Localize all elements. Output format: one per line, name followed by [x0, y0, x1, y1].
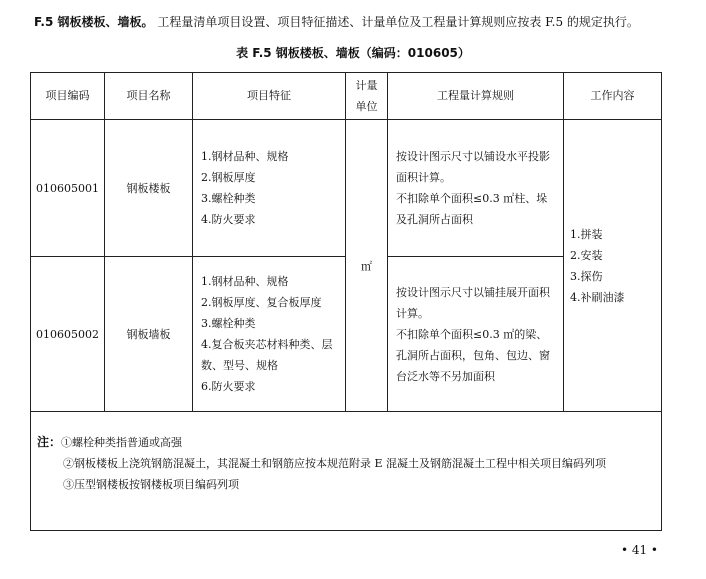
item-features	[193, 120, 346, 257]
header-name: 项目名称	[105, 73, 193, 120]
work-content	[564, 120, 662, 412]
spec-table	[30, 72, 662, 531]
feature-line: 1.钢材品种、规格	[201, 150, 289, 163]
feature-line: 4.防火要求	[201, 213, 256, 226]
table-title: 表 F.5 钢板楼板、墙板（编码：010605）	[236, 46, 470, 60]
rule-line: 按设计图示尺寸以铺挂展开面积计算。	[396, 285, 550, 320]
item-rule	[388, 120, 564, 257]
header-unit-line2: 单位	[355, 100, 378, 113]
work-line: 2.安装	[570, 248, 603, 262]
item-code: 010605001	[31, 120, 105, 257]
header-rule: 工程量计算规则	[388, 73, 564, 120]
rule-line: 按设计图示尺寸以铺设水平投影面积计算。	[396, 150, 550, 184]
feature-line: 2.钢板厚度	[201, 171, 256, 184]
work-line: 4.补刷油漆	[570, 290, 625, 304]
header-unit-line1: 计量	[355, 79, 378, 92]
work-line: 1.拼装	[570, 227, 603, 241]
notes-row	[31, 412, 662, 531]
note-line-1	[37, 432, 661, 453]
feature-line: 2.钢板厚度、复合板厚度	[201, 296, 322, 309]
intro-text: 工程量清单项目设置、项目特征描述、计量单位及工程量计算规则应按表 F.5 的规定执行。	[157, 15, 639, 29]
feature-line: 4.复合板夹芯材料种类、层数、型号、规格	[201, 338, 333, 372]
page-number: • 41 •	[620, 543, 658, 557]
unit-cell: ㎡	[346, 120, 388, 412]
header-unit	[346, 73, 388, 120]
notes-label: 注：	[37, 435, 62, 449]
item-features	[193, 257, 346, 412]
header-work: 工作内容	[564, 73, 662, 120]
feature-line: 1.钢材品种、规格	[201, 275, 289, 288]
item-rule	[388, 257, 564, 412]
item-name: 钢板墙板	[105, 257, 193, 412]
header-row	[31, 73, 662, 120]
table-row	[31, 120, 662, 257]
header-features: 项目特征	[193, 73, 346, 120]
section-heading: F.5 钢板楼板、墙板。	[34, 15, 154, 29]
intro-paragraph	[34, 12, 684, 32]
item-code: 010605002	[31, 257, 105, 412]
note-line-3: ③压型钢楼板按钢楼板项目编码列项	[63, 478, 239, 491]
note-line-2: ②钢板楼板上浇筑钢筋混凝土，其混凝土和钢筋应按本规范附录 E 混凝土及钢筋混凝土工程中相关项目编码列项	[63, 457, 607, 470]
notes-cell	[31, 412, 662, 531]
header-code: 项目编码	[31, 73, 105, 120]
note-text: ①螺栓种类指普通或高强	[61, 436, 183, 449]
feature-line: 6.防火要求	[201, 380, 256, 393]
work-line: 3.探伤	[570, 269, 603, 283]
rule-line: 不扣除单个面积≤0.3 ㎡柱、垛及孔洞所占面积	[396, 192, 548, 226]
feature-line: 3.螺栓种类	[201, 317, 256, 330]
feature-line: 3.螺栓种类	[201, 192, 256, 205]
item-name: 钢板楼板	[105, 120, 193, 257]
rule-line: 不扣除单个面积≤0.3 ㎡的梁、孔洞所占面积，包角、包边、窗台泛水等不另加面积	[396, 327, 550, 383]
